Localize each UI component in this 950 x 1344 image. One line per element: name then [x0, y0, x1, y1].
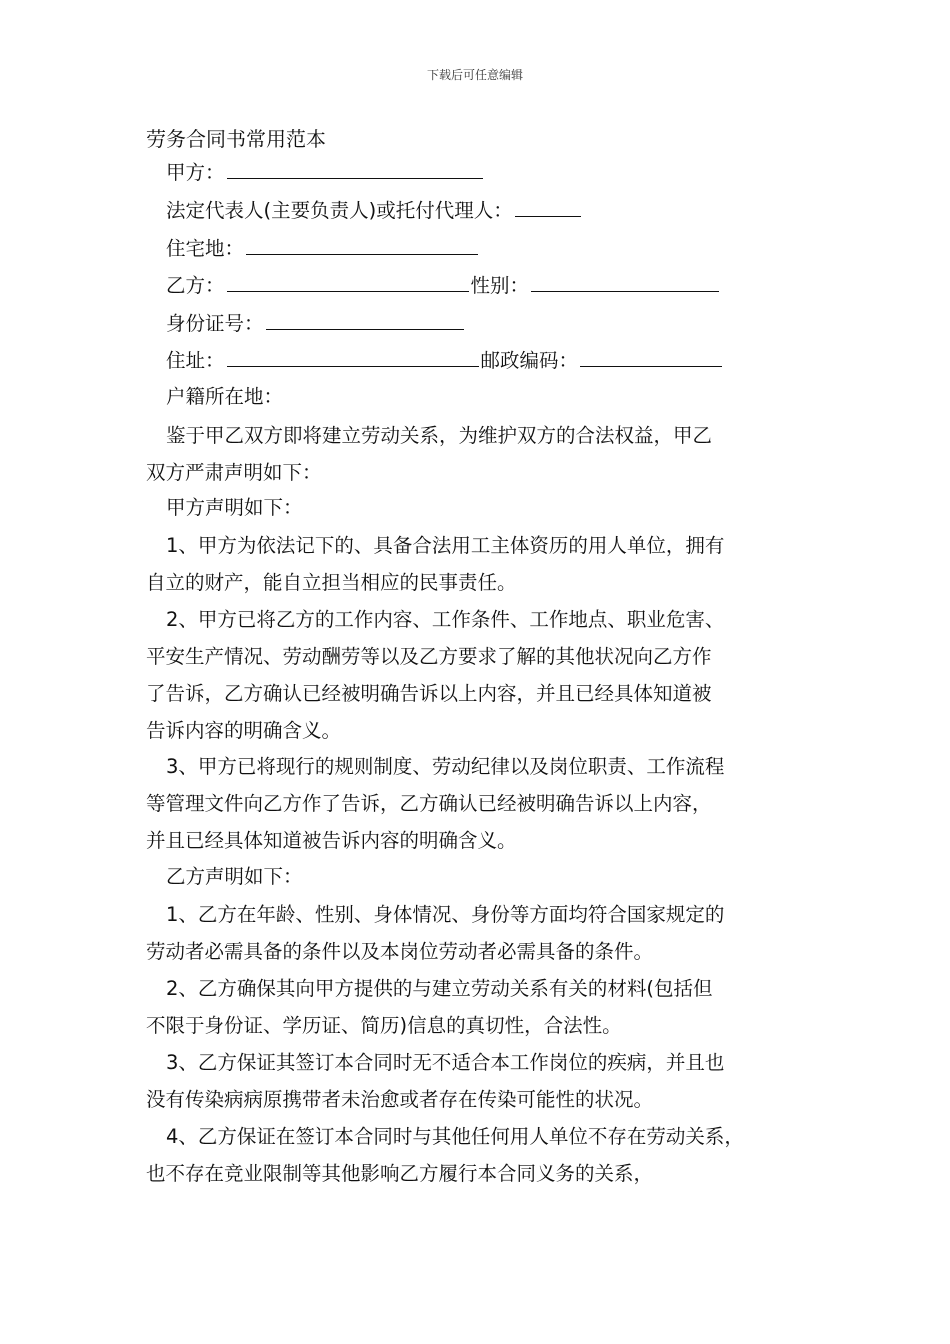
address-blank [227, 346, 479, 367]
party-a-clause-1 [146, 527, 806, 601]
intro-paragraph [146, 417, 806, 491]
clause-line: 3、乙方保证其签订本合同时无不适合本工作岗位的疾病，并且也 [166, 1051, 725, 1074]
gender-blank [531, 271, 719, 292]
party-b-line [146, 271, 836, 300]
legal-rep-blank [515, 196, 581, 217]
intro-line: 鉴于甲乙双方即将建立劳动关系，为维护双方的合法权益，甲乙 [166, 424, 713, 447]
clause-line: 没有传染病病原携带者未治愈或者存在传染可能性的状况。 [146, 1088, 654, 1111]
party-a-clause-2 [146, 601, 806, 749]
document-title: 劳务合同书常用范本 [146, 127, 326, 151]
clause-line: 了告诉，乙方确认已经被明确告诉以上内容，并且已经具体知道被 [146, 682, 712, 705]
id-label: 身份证号： [166, 312, 264, 335]
hukou-label: 户籍所在地： [166, 385, 284, 408]
hukou-line [146, 383, 836, 411]
party-b-clause-2 [146, 970, 806, 1044]
gender-label: 性别： [470, 274, 530, 297]
address-line [146, 346, 836, 375]
clause-line: 4、乙方保证在签订本合同时与其他任何用人单位不存在劳动关系， [166, 1125, 744, 1148]
party-b-declaration-heading: 乙方声明如下： [166, 865, 303, 888]
party-b-clause-3 [146, 1044, 806, 1118]
clause-line: 1、乙方在年龄、性别、身体情况、身份等方面均符合国家规定的 [166, 903, 725, 926]
clause-line: 不限于身份证、学历证、简历)信息的真切性，合法性。 [146, 1014, 622, 1037]
legal-rep-label: 法定代表人(主要负责人)或托付代理人： [166, 199, 513, 222]
legal-rep-line [146, 196, 836, 225]
id-blank [266, 309, 464, 330]
clause-line: 也不存在竞业限制等其他影响乙方履行本合同义务的关系， [146, 1162, 654, 1185]
clause-line: 并且已经具体知道被告诉内容的明确含义。 [146, 829, 517, 852]
party-a-line [146, 158, 836, 187]
residence-line [146, 234, 836, 263]
party-a-clause-3 [146, 748, 806, 859]
residence-label: 住宅地： [166, 237, 245, 260]
clause-line: 等管理文件向乙方作了告诉，乙方确认已经被明确告诉以上内容， [146, 792, 712, 815]
postcode-blank [580, 346, 722, 367]
party-a-label: 甲方： [166, 161, 225, 184]
party-b-clause-1 [146, 896, 806, 970]
intro-line: 双方严肃声明如下： [146, 461, 322, 484]
clause-line: 2、甲方已将乙方的工作内容、工作条件、工作地点、职业危害、 [166, 608, 725, 631]
party-b-clause-4 [146, 1118, 806, 1192]
residence-blank [246, 234, 478, 255]
clause-line: 1、甲方为依法记下的、具备合法用工主体资历的用人单位，拥有 [166, 534, 725, 557]
postcode-label: 邮政编码： [480, 349, 579, 372]
id-line [146, 309, 836, 338]
party-b-label: 乙方： [166, 274, 225, 297]
clause-line: 3、甲方已将现行的规则制度、劳动纪律以及岗位职责、工作流程 [166, 755, 725, 778]
party-a-declaration-heading: 甲方声明如下： [166, 496, 303, 519]
party-b-blank [227, 271, 469, 292]
clause-line: 平安生产情况、劳动酬劳等以及乙方要求了解的其他状况向乙方作 [146, 645, 712, 668]
clause-line: 2、乙方确保其向甲方提供的与建立劳动关系有关的材料(包括但 [166, 977, 713, 1000]
clause-line: 劳动者必需具备的条件以及本岗位劳动者必需具备的条件。 [146, 940, 654, 963]
address-label: 住址： [166, 349, 225, 372]
clause-line: 告诉内容的明确含义。 [146, 719, 342, 742]
clause-line: 自立的财产，能自立担当相应的民事责任。 [146, 571, 517, 594]
party-a-blank [227, 158, 483, 179]
page-header: 下载后可任意编辑 [426, 68, 523, 82]
